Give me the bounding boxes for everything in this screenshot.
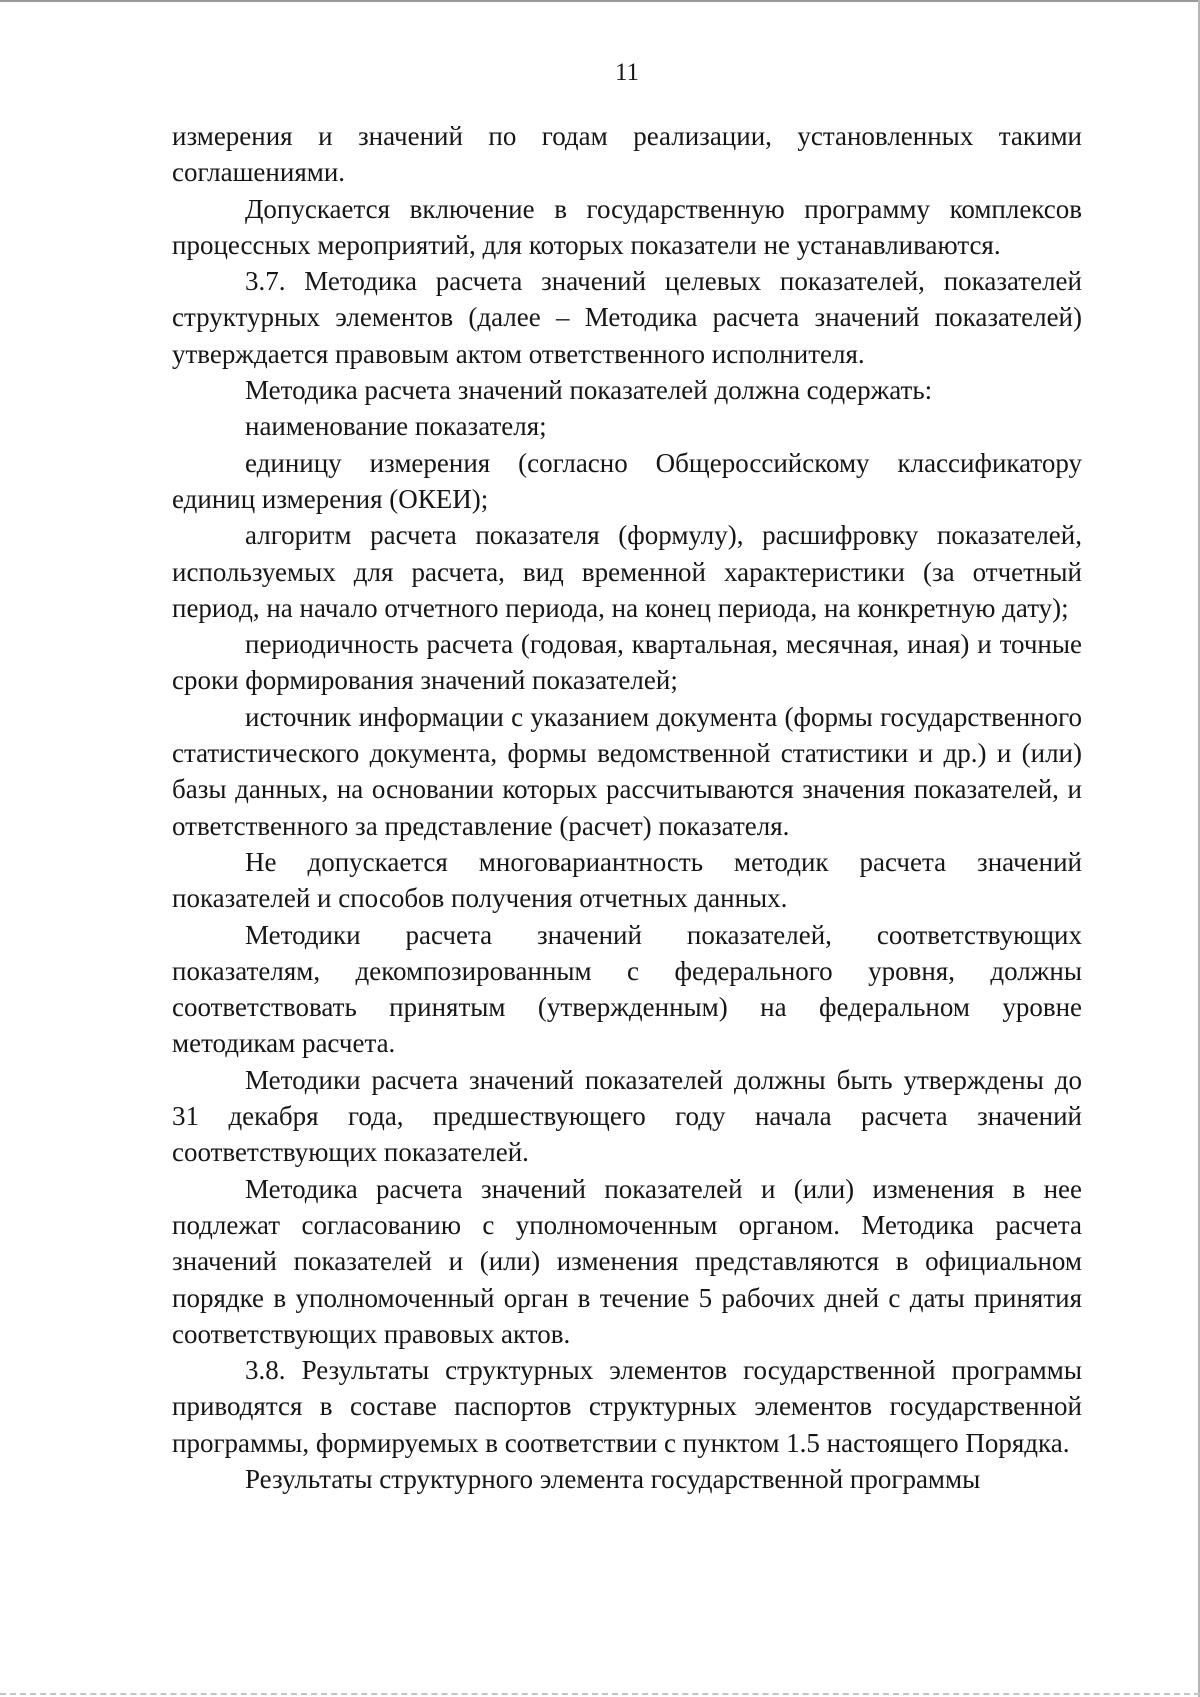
paragraph-5: наименование показателя; [245, 411, 547, 442]
paragraph-12: Методики расчета значений показателей должны быть утверждены до 31 декабря года, предшествующего году начала расчета значений соответствующих показателей. [172, 1064, 1082, 1168]
page-number: 11 [614, 59, 640, 86]
scan-edge-bottom [0, 1693, 1200, 1695]
paragraph-10: Не допускается многовариантность методик расчета значений показателей и способов получения отчетных данных. [172, 846, 1082, 914]
paragraph-2: Допускается включение в государственную программу комплексов процессных мероприятий, для которых показатели не устанавливаются. [172, 193, 1082, 260]
paragraph-11: Методики расчета значений показателей, соответствующих показателям, декомпозированным с федерального уровня, должны соответствовать принятым (утвержденным) на федеральном уровне методикам расчета. [172, 919, 1082, 1059]
paragraph-14: 3.8. Результаты структурных элементов государственной программы приводятся в составе паспортов структурных элементов государственной программы, формируемых в соответствии с пунктом 1.5 настоящего Порядка. [172, 1355, 1082, 1458]
paragraph-9: источник информации с указанием документа (формы государственного статистического документа, формы ведомственной статистики и др.) и (или) базы данных, на основании которых рассчитываются значения показателей, и ответственного за представление (расчет) показателя. [172, 701, 1082, 841]
paragraph-8: периодичность расчета (годовая, квартальная, месячная, иная) и точные сроки формирования значений показателей; [172, 629, 1082, 696]
paragraph-15: Результаты структурного элемента государственной программы [245, 1463, 981, 1494]
paragraph-7: алгоритм расчета показателя (формулу), расшифровку показателей, используемых для расчета, вид временной характеристики (за отчетный период, на начало отчетного периода, на конец периода, на конкретную дату); [172, 520, 1082, 623]
paragraph-6: единицу измерения (согласно Общероссийскому классификатору единиц измерения (ОКЕИ); [172, 447, 1082, 514]
scan-edge-top [0, 0, 1200, 2]
paragraph-3: 3.7. Методика расчета значений целевых показателей, показателей структурных элементов (далее – Методика расчета значений показателей) утверждается правовым актом ответственного исполнителя. [172, 266, 1082, 369]
document-body [172, 118, 1082, 1497]
paragraph-13: Методика расчета значений показателей и (или) изменения в нее подлежат согласованию с уполномоченным органом. Методика расчета значений показателей и (или) изменения представляются в официальном порядке в уполномоченный орган в течение 5 рабочих дней с даты принятия соответствующих правовых актов. [172, 1173, 1082, 1349]
paragraph-4: Методика расчета значений показателей должна содержать: [245, 375, 933, 406]
paragraph-1: измерения и значений по годам реализации, установленных такими соглашениями. [172, 121, 1082, 188]
